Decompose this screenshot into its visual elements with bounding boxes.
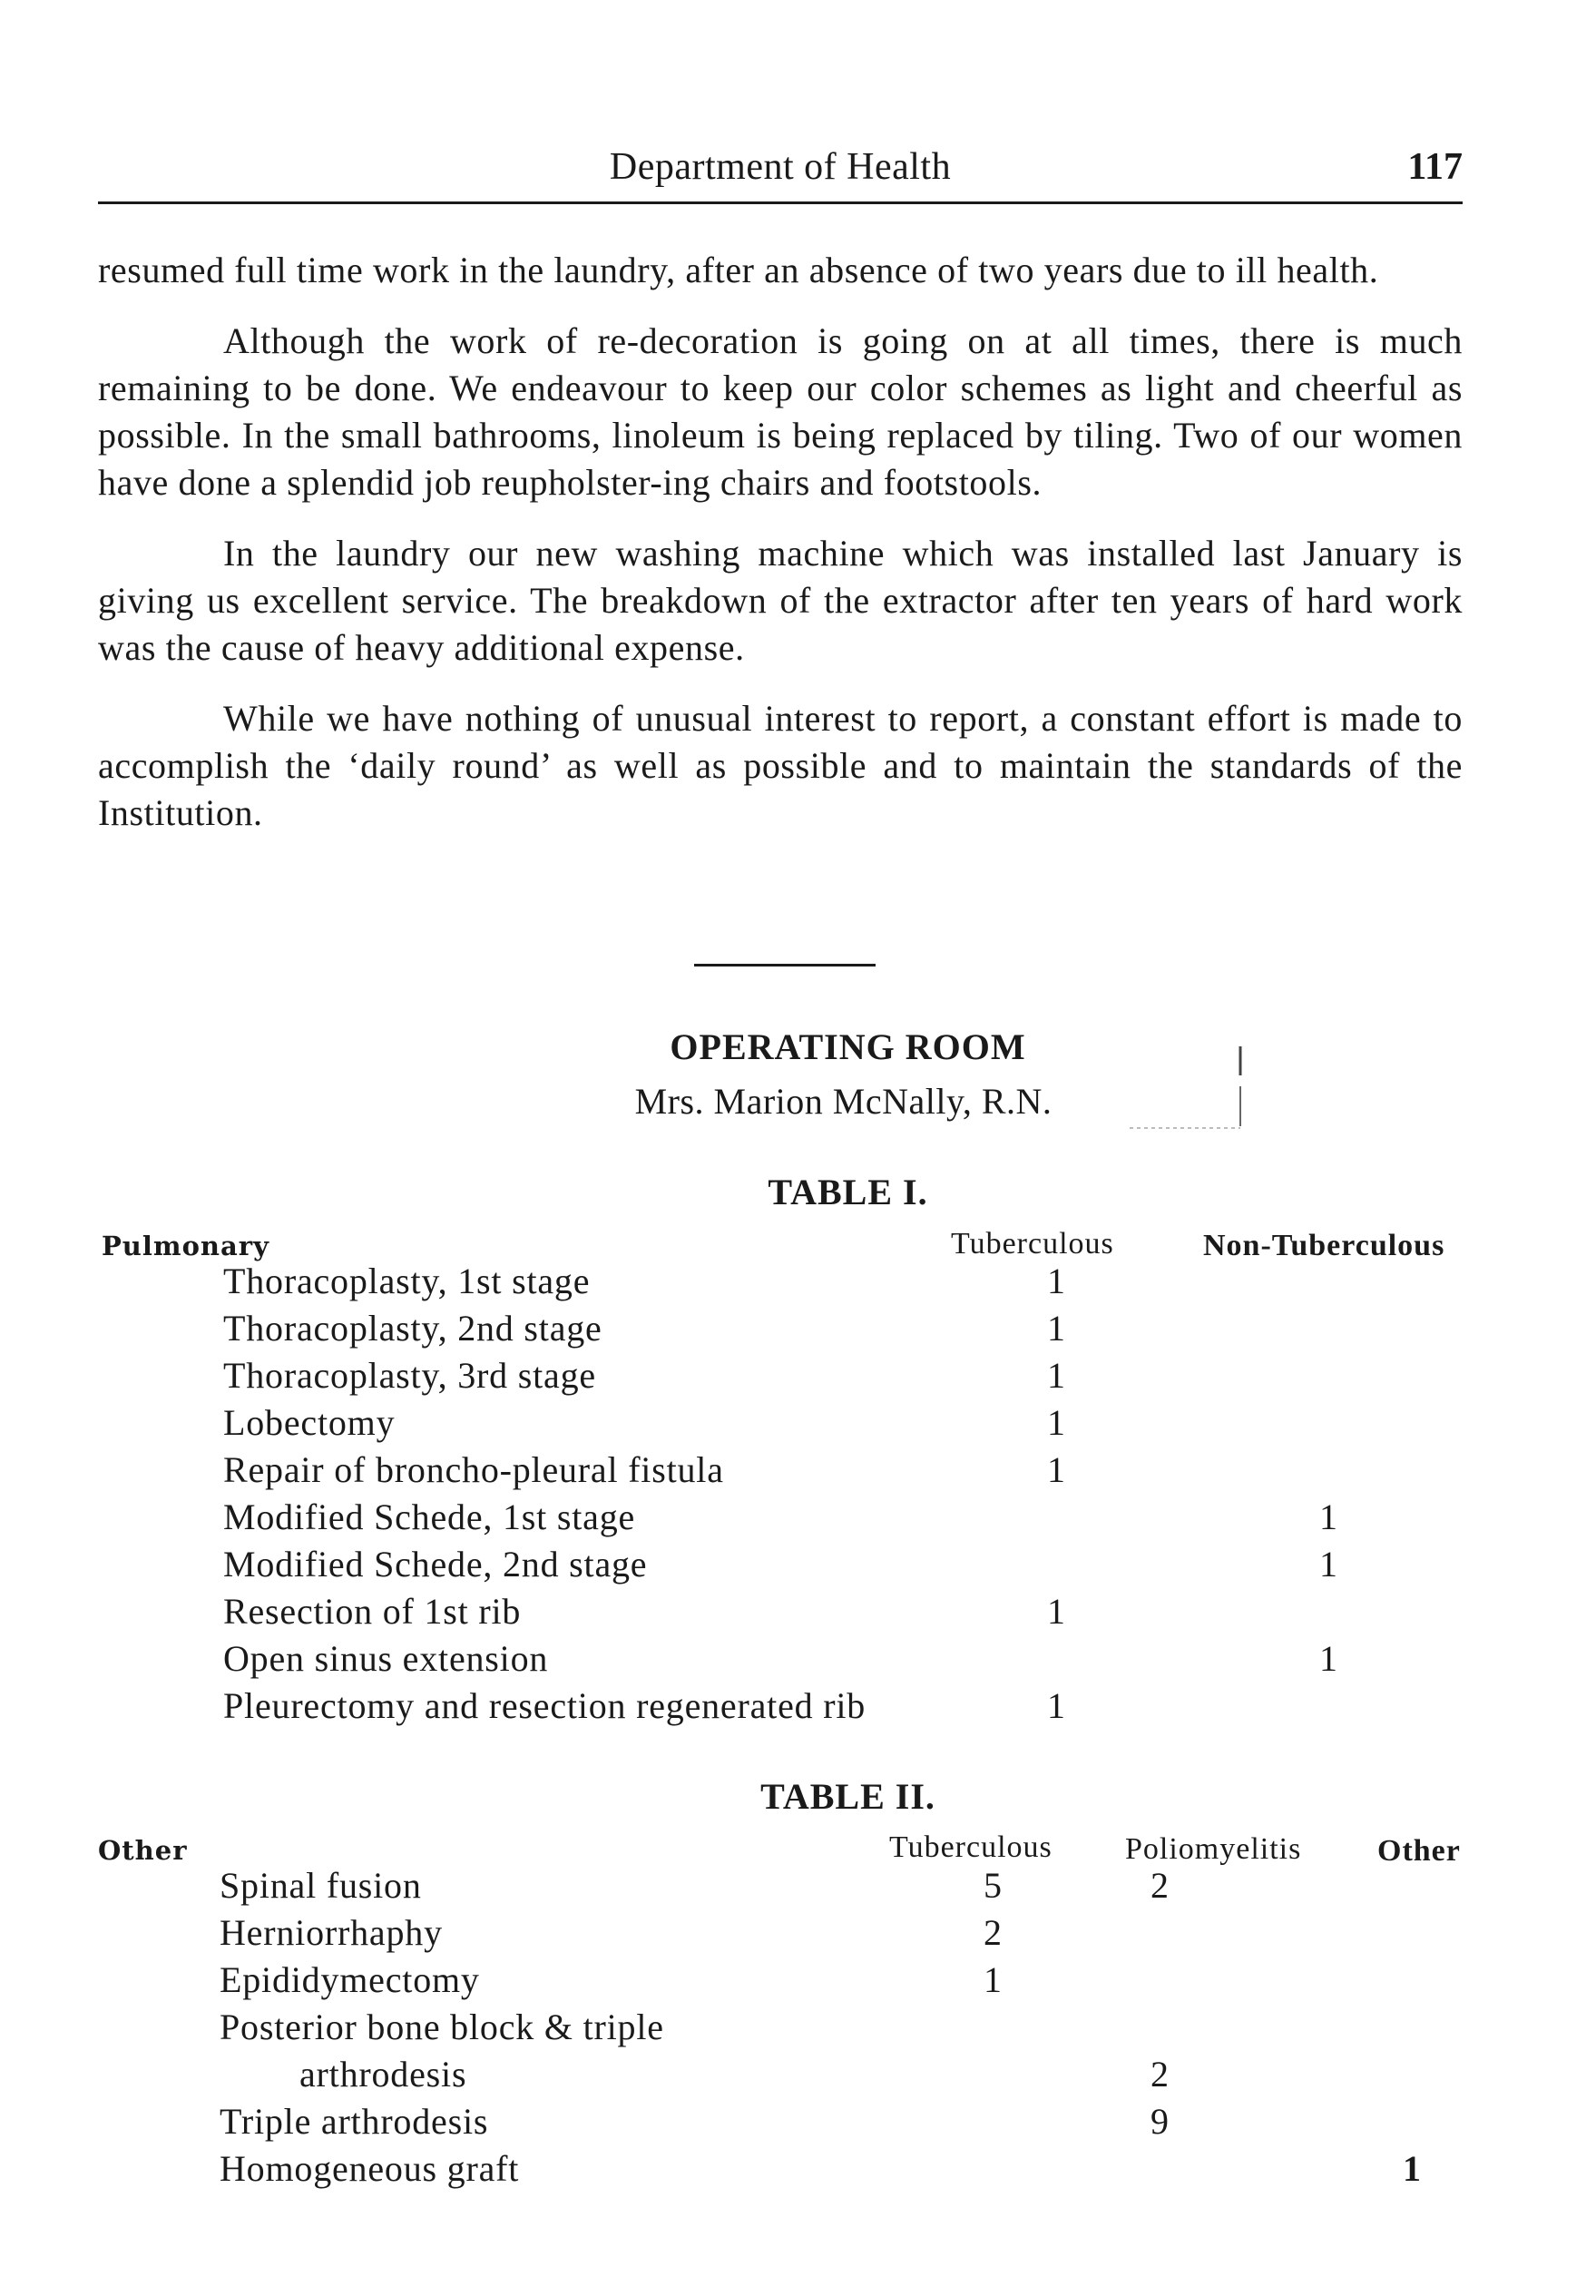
- table-1-col-non-tuberculous: Non-Tuberculous: [1203, 1229, 1445, 1262]
- row-label: Epididymectomy: [220, 1959, 480, 2000]
- row-label: Posterior bone block & triple: [220, 2007, 664, 2047]
- section-title: OPERATING ROOM: [670, 1026, 1026, 1067]
- section-author: Mrs. Marion McNally, R.N.: [634, 1081, 1053, 1122]
- table-row: [0, 1543, 1596, 1590]
- paragraph: In the laundry our new washing machine which was installed last January is giving us excellent service. The breakdown of the extractor after ten years of hard work was the cause of heavy additional expense.: [98, 533, 1463, 668]
- cell-tuberculous: 1: [1047, 1355, 1065, 1396]
- table-row: [0, 1637, 1596, 1684]
- table-row: [0, 1260, 1596, 1307]
- table-row: [0, 1684, 1596, 1732]
- row-label: Modified Schede, 1st stage: [223, 1496, 636, 1537]
- header-rule: [98, 201, 1463, 204]
- table-row: [0, 1354, 1596, 1401]
- margin-mark: [1111, 1039, 1257, 1134]
- table-row: [0, 1864, 1596, 1911]
- row-label: Repair of broncho-pleural fistula: [223, 1449, 724, 1490]
- paragraph: While we have nothing of unusual interest to report, a constant effort is made to accomplish the ‘daily round’ as well as possible and to maintain the standards of the Institution.: [98, 698, 1463, 833]
- cell-tuberculous: 1: [984, 1959, 1002, 2000]
- cell-non-tuberculous: 1: [1319, 1638, 1337, 1679]
- cell-tuberculous: 1: [1047, 1685, 1065, 1726]
- table-2-group-label: Other: [98, 1835, 188, 1866]
- row-label: Resection of 1st rib: [223, 1591, 522, 1632]
- cell-tuberculous: 1: [1047, 1308, 1065, 1349]
- body-text: [98, 247, 1463, 860]
- cell-other: 1: [1403, 2148, 1421, 2189]
- row-label: Thoracoplasty, 1st stage: [223, 1261, 591, 1301]
- table-row: [0, 1590, 1596, 1637]
- table-row: [0, 1448, 1596, 1496]
- table-row: [0, 2006, 1596, 2053]
- paragraph: resumed full time work in the laundry, after an absence of two years due to ill health.: [98, 250, 1379, 290]
- row-label: Triple arthrodesis: [220, 2101, 489, 2142]
- table-row: [0, 1307, 1596, 1354]
- row-label: Herniorrhaphy: [220, 1912, 443, 1953]
- paragraph: Although the work of re-decoration is going on at all times, there is much remaining to be done. We endeavour to keep our color schemes as light and cheerful as possible. In the small bathrooms, linoleum is being replaced by tiling. Two of our women have done a splendid job reupholster-ing chairs and footstools.: [98, 320, 1463, 503]
- table-2-col-poliomyelitis: Poliomyelitis: [1125, 1832, 1302, 1866]
- cell-tuberculous: 1: [1047, 1449, 1065, 1490]
- table-1-group-label: Pulmonary: [102, 1231, 269, 1261]
- row-label: arthrodesis: [299, 2054, 467, 2095]
- table-row: [0, 2053, 1596, 2100]
- table-row: [0, 1911, 1596, 1958]
- row-label: Thoracoplasty, 2nd stage: [223, 1308, 602, 1349]
- table-row: [0, 2147, 1596, 2194]
- row-label: Thoracoplasty, 3rd stage: [223, 1355, 596, 1396]
- row-label: Homogeneous graft: [220, 2148, 520, 2189]
- table-2-col-other: Other: [1377, 1834, 1461, 1868]
- table-2-title: TABLE II.: [760, 1776, 935, 1817]
- running-title: Department of Health: [609, 146, 952, 188]
- section-divider: [694, 964, 876, 966]
- cell-non-tuberculous: 1: [1319, 1544, 1337, 1585]
- cell-poliomyelitis: 2: [1150, 1865, 1169, 1906]
- table-row: [0, 1496, 1596, 1543]
- running-head: [98, 145, 1463, 200]
- table-row: [0, 1958, 1596, 2006]
- row-label: Pleurectomy and resection regenerated rib: [223, 1685, 867, 1726]
- cell-poliomyelitis: 9: [1150, 2101, 1169, 2142]
- cell-tuberculous: 2: [984, 1912, 1002, 1953]
- row-label: Modified Schede, 2nd stage: [223, 1544, 648, 1585]
- table-2-col-tuberculous: Tuberculous: [889, 1830, 1053, 1864]
- table-row: [0, 1401, 1596, 1448]
- cell-non-tuberculous: 1: [1319, 1496, 1337, 1537]
- page-number: 117: [1407, 146, 1463, 188]
- cell-tuberculous: 1: [1047, 1261, 1065, 1301]
- row-label: Lobectomy: [223, 1402, 396, 1443]
- cell-tuberculous: 5: [984, 1865, 1002, 1906]
- table-1-title: TABLE I.: [768, 1172, 928, 1212]
- row-label: Open sinus extension: [223, 1638, 549, 1679]
- cell-poliomyelitis: 2: [1150, 2054, 1169, 2095]
- cell-tuberculous: 1: [1047, 1591, 1065, 1632]
- row-label: Spinal fusion: [220, 1865, 422, 1906]
- table-1-col-tuberculous: Tuberculous: [951, 1227, 1114, 1261]
- cell-tuberculous: 1: [1047, 1402, 1065, 1443]
- table-row: [0, 2100, 1596, 2147]
